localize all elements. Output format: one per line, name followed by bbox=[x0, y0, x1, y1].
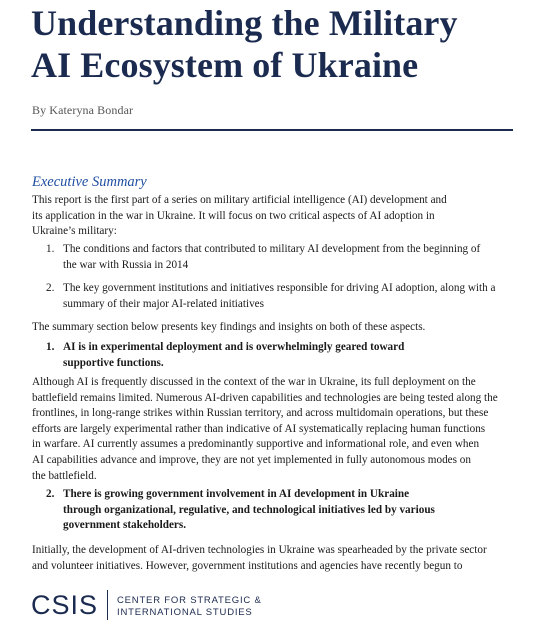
list-number: 2. bbox=[46, 282, 55, 294]
finding-paragraph bbox=[32, 375, 512, 484]
csis-logo bbox=[31, 588, 331, 624]
text-line: summary of their major AI-related initiatives bbox=[63, 297, 265, 310]
text-line: battlefield remains limited. Numerous AI-driven capabilities and technologies are being tested along the bbox=[32, 391, 498, 404]
logo-divider bbox=[107, 590, 108, 620]
finding-paragraph bbox=[32, 543, 512, 574]
title-line: Understanding the Military bbox=[31, 3, 458, 43]
text-line: AI capabilities advance and improve, they are not yet implemented in fully autonomous modes on bbox=[32, 453, 471, 466]
title-line: AI Ecosystem of Ukraine bbox=[31, 45, 419, 85]
text-line: through organizational, regulative, and technological initiatives led by various bbox=[63, 503, 435, 516]
text-line: the battlefield. bbox=[32, 469, 97, 482]
text-line: efforts are largely experimental rather than indicative of AI systematically replacing human functions bbox=[32, 422, 486, 435]
list-number: 2. bbox=[46, 488, 55, 500]
text-line: AI is in experimental deployment and is overwhelmingly geared toward bbox=[63, 341, 405, 353]
list-number: 1. bbox=[46, 341, 55, 353]
report-title bbox=[31, 2, 531, 86]
text-line: in warfare. AI currently assumes a predominantly supportive and informational role, and even when bbox=[32, 438, 480, 451]
text-line: This report is the first part of a series on military artificial intelligence (AI) development and bbox=[32, 194, 447, 206]
intro-paragraph bbox=[32, 193, 512, 240]
logo-organization-name bbox=[117, 595, 262, 619]
text-line: frontlines, in long-range strikes within Russian territory, and across multidomain operations, but these bbox=[32, 407, 489, 420]
logo-wordmark: CSIS bbox=[31, 590, 99, 620]
text-line: supportive functions. bbox=[63, 356, 164, 369]
text-line: Although AI is frequently discussed in the context of the war in Ukraine, its full deployment on the bbox=[32, 376, 476, 388]
text-line: its application in the war in Ukraine. It will focus on two critical aspects of AI adoption in bbox=[32, 209, 435, 222]
text-line: The summary section below presents key findings and insights on both of these aspects. bbox=[32, 321, 426, 333]
summary-intro bbox=[32, 320, 512, 336]
text-line: The key government institutions and initiatives responsible for driving AI adoption, along with a bbox=[63, 282, 496, 294]
section-heading: Executive Summary bbox=[32, 174, 147, 190]
text-line: There is growing government involvement in AI development in Ukraine bbox=[63, 488, 410, 500]
text-line: government stakeholders. bbox=[63, 519, 187, 532]
text-line: Initially, the development of AI-driven technologies in Ukraine was spearheaded by the private sector bbox=[32, 544, 487, 556]
byline: By Kateryna Bondar bbox=[32, 103, 134, 117]
title-divider bbox=[31, 129, 513, 131]
text-line: Ukraine’s military: bbox=[32, 225, 117, 238]
list-number: 1. bbox=[46, 243, 55, 255]
text-line: the war with Russia in 2014 bbox=[63, 258, 189, 271]
text-line: and volunteer initiatives. However, government institutions and agencies have recently begun to bbox=[32, 559, 463, 572]
logo-text-line: INTERNATIONAL STUDIES bbox=[117, 607, 253, 618]
logo-text-line: CENTER FOR STRATEGIC & bbox=[117, 595, 262, 606]
text-line: The conditions and factors that contributed to military AI development from the beginning of bbox=[63, 243, 481, 255]
